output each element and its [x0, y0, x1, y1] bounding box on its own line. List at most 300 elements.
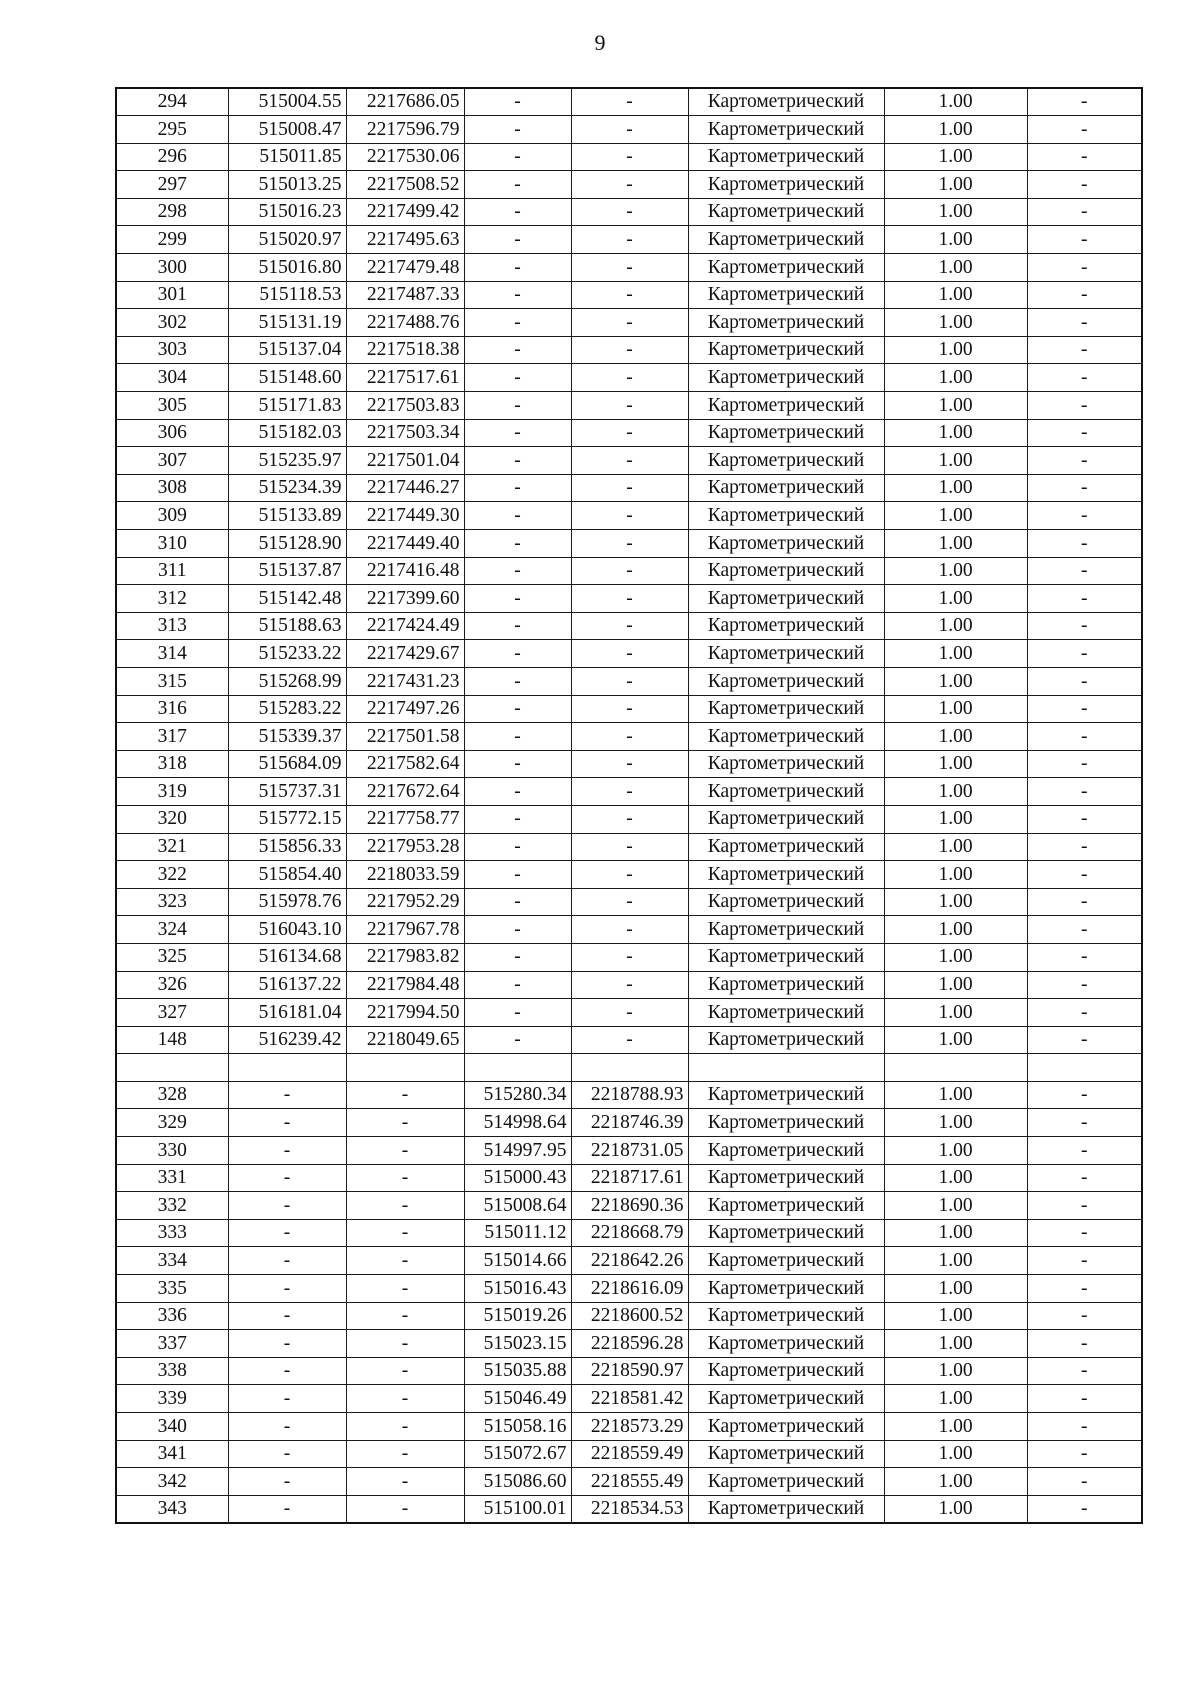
y-existing-cell: - — [346, 1164, 464, 1192]
x-new-cell: - — [464, 695, 571, 723]
y-new-cell: 2218559.49 — [571, 1440, 688, 1468]
accuracy-cell: 1.00 — [884, 1026, 1027, 1054]
x-existing-cell: 516239.42 — [228, 1026, 346, 1054]
description-cell: - — [1027, 198, 1142, 226]
accuracy-cell: 1.00 — [884, 888, 1027, 916]
point-number-cell: 332 — [116, 1192, 228, 1220]
description-cell: - — [1027, 171, 1142, 199]
description-cell: - — [1027, 943, 1142, 971]
y-new-cell: - — [571, 530, 688, 558]
description-cell: - — [1027, 254, 1142, 282]
method-cell: Картометрический — [688, 143, 884, 171]
table-row — [116, 1302, 1142, 1330]
accuracy-cell: 1.00 — [884, 1302, 1027, 1330]
y-new-cell: - — [571, 254, 688, 282]
description-cell: - — [1027, 281, 1142, 309]
x-existing-cell: 515339.37 — [228, 723, 346, 751]
description-cell: - — [1027, 585, 1142, 613]
method-cell: Картометрический — [688, 502, 884, 530]
accuracy-cell: 1.00 — [884, 502, 1027, 530]
method-cell: Картометрический — [688, 198, 884, 226]
x-existing-cell: - — [228, 1413, 346, 1441]
method-cell: Картометрический — [688, 1385, 884, 1413]
method-cell: Картометрический — [688, 1495, 884, 1523]
y-existing-cell: 2217508.52 — [346, 171, 464, 199]
description-cell: - — [1027, 1468, 1142, 1496]
description-cell: - — [1027, 916, 1142, 944]
description-cell: - — [1027, 1247, 1142, 1275]
y-new-cell: - — [571, 750, 688, 778]
method-cell: Картометрический — [688, 392, 884, 420]
x-existing-cell: - — [228, 1330, 346, 1358]
accuracy-cell: 1.00 — [884, 1081, 1027, 1109]
y-existing-cell: 2217517.61 — [346, 364, 464, 392]
y-new-cell: - — [571, 667, 688, 695]
y-new-cell: - — [571, 502, 688, 530]
table-row — [116, 1164, 1142, 1192]
x-existing-cell: 515142.48 — [228, 585, 346, 613]
accuracy-cell: 1.00 — [884, 750, 1027, 778]
point-number-cell: 340 — [116, 1413, 228, 1441]
x-new-cell: 515019.26 — [464, 1302, 571, 1330]
x-new-cell: 515035.88 — [464, 1357, 571, 1385]
x-existing-cell: - — [228, 1109, 346, 1137]
y-existing-cell: 2217758.77 — [346, 805, 464, 833]
x-new-cell: 515280.34 — [464, 1081, 571, 1109]
x-existing-cell: 515020.97 — [228, 226, 346, 254]
method-cell: Картометрический — [688, 1026, 884, 1054]
x-existing-cell: - — [228, 1164, 346, 1192]
x-existing-cell: 515171.83 — [228, 392, 346, 420]
method-cell: Картометрический — [688, 916, 884, 944]
description-cell: - — [1027, 723, 1142, 751]
method-cell: Картометрический — [688, 336, 884, 364]
x-existing-cell: 515016.80 — [228, 254, 346, 282]
x-existing-cell: 515234.39 — [228, 474, 346, 502]
x-existing-cell: 516134.68 — [228, 943, 346, 971]
description-cell: - — [1027, 750, 1142, 778]
x-existing-cell: 515684.09 — [228, 750, 346, 778]
table-row — [116, 1357, 1142, 1385]
y-new-cell: - — [571, 88, 688, 116]
accuracy-cell: 1.00 — [884, 1385, 1027, 1413]
table-row — [116, 943, 1142, 971]
y-existing-cell: - — [346, 1109, 464, 1137]
point-number-cell: 318 — [116, 750, 228, 778]
y-new-cell: - — [571, 723, 688, 751]
method-cell: Картометрический — [688, 226, 884, 254]
point-number-cell: 299 — [116, 226, 228, 254]
description-cell: - — [1027, 888, 1142, 916]
y-new-cell: - — [571, 695, 688, 723]
y-existing-cell: 2217501.58 — [346, 723, 464, 751]
x-existing-cell: 515182.03 — [228, 419, 346, 447]
method-cell: Картометрический — [688, 999, 884, 1027]
y-existing-cell: 2217582.64 — [346, 750, 464, 778]
method-cell: Картометрический — [688, 116, 884, 144]
table-row — [116, 88, 1142, 116]
x-existing-cell: 516137.22 — [228, 971, 346, 999]
description-cell: - — [1027, 1275, 1142, 1303]
table-body — [116, 88, 1142, 1523]
point-number-cell: 310 — [116, 530, 228, 558]
x-existing-cell: 516043.10 — [228, 916, 346, 944]
x-new-cell: 515058.16 — [464, 1413, 571, 1441]
y-new-cell: 2218600.52 — [571, 1302, 688, 1330]
x-new-cell: - — [464, 447, 571, 475]
x-existing-cell: - — [228, 1495, 346, 1523]
method-cell: Картометрический — [688, 254, 884, 282]
description-cell: - — [1027, 1219, 1142, 1247]
table-row — [116, 971, 1142, 999]
x-new-cell: - — [464, 971, 571, 999]
accuracy-cell: 1.00 — [884, 805, 1027, 833]
table-row — [116, 640, 1142, 668]
table-row — [116, 612, 1142, 640]
table-row — [116, 750, 1142, 778]
method-cell: Картометрический — [688, 171, 884, 199]
table-row — [116, 419, 1142, 447]
y-new-cell: - — [571, 171, 688, 199]
table-row — [116, 833, 1142, 861]
x-new-cell: - — [464, 778, 571, 806]
empty-cell — [346, 1054, 464, 1082]
x-existing-cell: 515128.90 — [228, 530, 346, 558]
y-existing-cell: 2217518.38 — [346, 336, 464, 364]
x-new-cell: 515023.15 — [464, 1330, 571, 1358]
empty-cell — [884, 1054, 1027, 1082]
point-number-cell: 296 — [116, 143, 228, 171]
accuracy-cell: 1.00 — [884, 1357, 1027, 1385]
y-new-cell: 2218788.93 — [571, 1081, 688, 1109]
method-cell: Картометрический — [688, 1413, 884, 1441]
y-new-cell: - — [571, 557, 688, 585]
y-new-cell: 2218590.97 — [571, 1357, 688, 1385]
accuracy-cell: 1.00 — [884, 1247, 1027, 1275]
x-existing-cell: 515283.22 — [228, 695, 346, 723]
table-row — [116, 667, 1142, 695]
method-cell: Картометрический — [688, 1164, 884, 1192]
point-number-cell: 300 — [116, 254, 228, 282]
point-number-cell: 320 — [116, 805, 228, 833]
y-existing-cell: 2217952.29 — [346, 888, 464, 916]
point-number-cell: 321 — [116, 833, 228, 861]
empty-cell — [688, 1054, 884, 1082]
description-cell: - — [1027, 1109, 1142, 1137]
accuracy-cell: 1.00 — [884, 281, 1027, 309]
y-existing-cell: 2217424.49 — [346, 612, 464, 640]
table-row — [116, 364, 1142, 392]
method-cell: Картометрический — [688, 1468, 884, 1496]
table-row — [116, 1137, 1142, 1165]
table-row — [116, 999, 1142, 1027]
y-existing-cell: 2217501.04 — [346, 447, 464, 475]
point-number-cell: 337 — [116, 1330, 228, 1358]
point-number-cell: 313 — [116, 612, 228, 640]
description-cell: - — [1027, 419, 1142, 447]
y-existing-cell: 2218049.65 — [346, 1026, 464, 1054]
y-new-cell: 2218717.61 — [571, 1164, 688, 1192]
description-cell: - — [1027, 999, 1142, 1027]
table-row — [116, 695, 1142, 723]
x-existing-cell: 515233.22 — [228, 640, 346, 668]
x-new-cell: - — [464, 750, 571, 778]
point-number-cell: 343 — [116, 1495, 228, 1523]
x-existing-cell: 515856.33 — [228, 833, 346, 861]
y-existing-cell: - — [346, 1219, 464, 1247]
method-cell: Картометрический — [688, 861, 884, 889]
x-existing-cell: 515137.87 — [228, 557, 346, 585]
method-cell: Картометрический — [688, 805, 884, 833]
y-new-cell: - — [571, 640, 688, 668]
y-existing-cell: 2217431.23 — [346, 667, 464, 695]
x-new-cell: - — [464, 723, 571, 751]
method-cell: Картометрический — [688, 695, 884, 723]
y-new-cell: - — [571, 116, 688, 144]
accuracy-cell: 1.00 — [884, 474, 1027, 502]
method-cell: Картометрический — [688, 1357, 884, 1385]
description-cell: - — [1027, 1413, 1142, 1441]
accuracy-cell: 1.00 — [884, 392, 1027, 420]
accuracy-cell: 1.00 — [884, 1109, 1027, 1137]
x-new-cell: 514997.95 — [464, 1137, 571, 1165]
table-row — [116, 778, 1142, 806]
table-row — [116, 585, 1142, 613]
method-cell: Картометрический — [688, 640, 884, 668]
x-existing-cell: 515011.85 — [228, 143, 346, 171]
point-number-cell: 315 — [116, 667, 228, 695]
description-cell: - — [1027, 1026, 1142, 1054]
x-existing-cell: 515737.31 — [228, 778, 346, 806]
description-cell: - — [1027, 143, 1142, 171]
accuracy-cell: 1.00 — [884, 309, 1027, 337]
accuracy-cell: 1.00 — [884, 198, 1027, 226]
x-new-cell: 515014.66 — [464, 1247, 571, 1275]
y-existing-cell: 2217446.27 — [346, 474, 464, 502]
description-cell: - — [1027, 309, 1142, 337]
x-new-cell: - — [464, 640, 571, 668]
y-existing-cell: 2217488.76 — [346, 309, 464, 337]
x-existing-cell: 515004.55 — [228, 88, 346, 116]
x-existing-cell: - — [228, 1302, 346, 1330]
point-number-cell: 312 — [116, 585, 228, 613]
accuracy-cell: 1.00 — [884, 419, 1027, 447]
empty-cell — [571, 1054, 688, 1082]
method-cell: Картометрический — [688, 1219, 884, 1247]
x-new-cell: - — [464, 171, 571, 199]
description-cell: - — [1027, 392, 1142, 420]
y-new-cell: - — [571, 226, 688, 254]
x-new-cell: - — [464, 254, 571, 282]
y-new-cell: 2218555.49 — [571, 1468, 688, 1496]
y-new-cell: - — [571, 916, 688, 944]
table-row — [116, 723, 1142, 751]
accuracy-cell: 1.00 — [884, 336, 1027, 364]
empty-cell — [1027, 1054, 1142, 1082]
method-cell: Картометрический — [688, 474, 884, 502]
y-existing-cell: - — [346, 1495, 464, 1523]
description-cell: - — [1027, 1495, 1142, 1523]
y-existing-cell: - — [346, 1275, 464, 1303]
y-existing-cell: 2217429.67 — [346, 640, 464, 668]
y-existing-cell: - — [346, 1357, 464, 1385]
method-cell: Картометрический — [688, 1275, 884, 1303]
point-number-cell: 326 — [116, 971, 228, 999]
x-new-cell: 514998.64 — [464, 1109, 571, 1137]
x-existing-cell: - — [228, 1219, 346, 1247]
x-existing-cell: 515016.23 — [228, 198, 346, 226]
x-existing-cell: 515978.76 — [228, 888, 346, 916]
y-new-cell: 2218581.42 — [571, 1385, 688, 1413]
y-existing-cell: - — [346, 1385, 464, 1413]
y-new-cell: - — [571, 888, 688, 916]
description-cell: - — [1027, 474, 1142, 502]
x-existing-cell: - — [228, 1275, 346, 1303]
y-existing-cell: 2217503.34 — [346, 419, 464, 447]
x-new-cell: - — [464, 585, 571, 613]
point-number-cell: 297 — [116, 171, 228, 199]
accuracy-cell: 1.00 — [884, 1164, 1027, 1192]
description-cell: - — [1027, 1440, 1142, 1468]
point-number-cell: 323 — [116, 888, 228, 916]
point-number-cell: 333 — [116, 1219, 228, 1247]
y-existing-cell: - — [346, 1192, 464, 1220]
point-number-cell: 307 — [116, 447, 228, 475]
x-existing-cell: 515188.63 — [228, 612, 346, 640]
table-row — [116, 557, 1142, 585]
x-new-cell: - — [464, 888, 571, 916]
x-new-cell: 515072.67 — [464, 1440, 571, 1468]
y-existing-cell: 2218033.59 — [346, 861, 464, 889]
y-new-cell: - — [571, 309, 688, 337]
y-existing-cell: 2217967.78 — [346, 916, 464, 944]
method-cell: Картометрический — [688, 1109, 884, 1137]
accuracy-cell: 1.00 — [884, 530, 1027, 558]
description-cell: - — [1027, 612, 1142, 640]
x-existing-cell: 515008.47 — [228, 116, 346, 144]
method-cell: Картометрический — [688, 943, 884, 971]
method-cell: Картометрический — [688, 1137, 884, 1165]
y-new-cell: - — [571, 364, 688, 392]
x-new-cell: - — [464, 943, 571, 971]
point-number-cell: 302 — [116, 309, 228, 337]
empty-cell — [464, 1054, 571, 1082]
table-row — [116, 1495, 1142, 1523]
point-number-cell: 327 — [116, 999, 228, 1027]
table-row — [116, 171, 1142, 199]
x-existing-cell: 515235.97 — [228, 447, 346, 475]
y-new-cell: - — [571, 612, 688, 640]
accuracy-cell: 1.00 — [884, 1219, 1027, 1247]
description-cell: - — [1027, 640, 1142, 668]
y-new-cell: - — [571, 778, 688, 806]
description-cell: - — [1027, 861, 1142, 889]
y-existing-cell: 2217449.30 — [346, 502, 464, 530]
description-cell: - — [1027, 1385, 1142, 1413]
table-row — [116, 888, 1142, 916]
table-row — [116, 116, 1142, 144]
accuracy-cell: 1.00 — [884, 723, 1027, 751]
point-number-cell: 311 — [116, 557, 228, 585]
method-cell: Картометрический — [688, 1081, 884, 1109]
accuracy-cell: 1.00 — [884, 1275, 1027, 1303]
table-row — [116, 143, 1142, 171]
x-existing-cell: - — [228, 1357, 346, 1385]
description-cell: - — [1027, 226, 1142, 254]
description-cell: - — [1027, 1081, 1142, 1109]
coordinates-table — [115, 87, 1143, 1524]
table-row — [116, 916, 1142, 944]
description-cell: - — [1027, 447, 1142, 475]
method-cell: Картометрический — [688, 447, 884, 475]
x-new-cell: 515016.43 — [464, 1275, 571, 1303]
x-existing-cell: 515148.60 — [228, 364, 346, 392]
method-cell: Картометрический — [688, 1440, 884, 1468]
y-new-cell: 2218642.26 — [571, 1247, 688, 1275]
table-row — [116, 226, 1142, 254]
point-number-cell: 308 — [116, 474, 228, 502]
table-row — [116, 1026, 1142, 1054]
empty-cell — [116, 1054, 228, 1082]
method-cell: Картометрический — [688, 557, 884, 585]
description-cell: - — [1027, 778, 1142, 806]
accuracy-cell: 1.00 — [884, 364, 1027, 392]
method-cell: Картометрический — [688, 612, 884, 640]
table-row — [116, 530, 1142, 558]
point-number-cell: 331 — [116, 1164, 228, 1192]
y-existing-cell: 2217495.63 — [346, 226, 464, 254]
y-new-cell: 2218534.53 — [571, 1495, 688, 1523]
point-number-cell: 338 — [116, 1357, 228, 1385]
y-existing-cell: - — [346, 1440, 464, 1468]
x-existing-cell: - — [228, 1468, 346, 1496]
accuracy-cell: 1.00 — [884, 143, 1027, 171]
accuracy-cell: 1.00 — [884, 116, 1027, 144]
method-cell: Картометрический — [688, 833, 884, 861]
y-new-cell: - — [571, 833, 688, 861]
accuracy-cell: 1.00 — [884, 254, 1027, 282]
method-cell: Картометрический — [688, 667, 884, 695]
point-number-cell: 309 — [116, 502, 228, 530]
y-existing-cell: 2217487.33 — [346, 281, 464, 309]
x-new-cell: 515046.49 — [464, 1385, 571, 1413]
point-number-cell: 298 — [116, 198, 228, 226]
method-cell: Картометрический — [688, 1330, 884, 1358]
table-row — [116, 1468, 1142, 1496]
table-row — [116, 1081, 1142, 1109]
y-new-cell: - — [571, 336, 688, 364]
point-number-cell: 314 — [116, 640, 228, 668]
accuracy-cell: 1.00 — [884, 1495, 1027, 1523]
y-new-cell: - — [571, 971, 688, 999]
y-new-cell: 2218616.09 — [571, 1275, 688, 1303]
point-number-cell: 294 — [116, 88, 228, 116]
y-existing-cell: 2217672.64 — [346, 778, 464, 806]
point-number-cell: 304 — [116, 364, 228, 392]
y-existing-cell: 2217953.28 — [346, 833, 464, 861]
y-new-cell: - — [571, 419, 688, 447]
description-cell: - — [1027, 667, 1142, 695]
page-number: 9 — [594, 30, 606, 55]
table-row — [116, 1440, 1142, 1468]
x-existing-cell: - — [228, 1440, 346, 1468]
y-new-cell: - — [571, 805, 688, 833]
table-row — [116, 309, 1142, 337]
point-number-cell: 317 — [116, 723, 228, 751]
x-existing-cell: 515268.99 — [228, 667, 346, 695]
method-cell: Картометрический — [688, 778, 884, 806]
y-new-cell: - — [571, 392, 688, 420]
